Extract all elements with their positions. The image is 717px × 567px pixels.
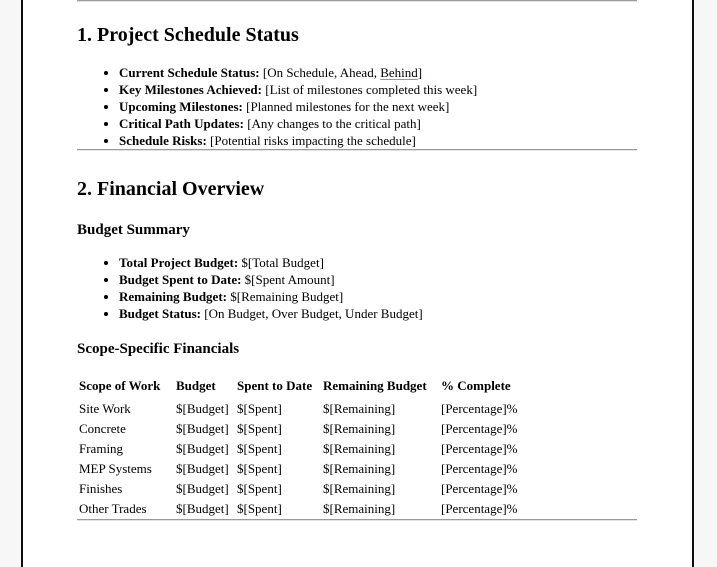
section-divider-middle xyxy=(77,149,637,151)
section-divider-top xyxy=(77,0,637,2)
list-item-value: [List of milestones completed this week] xyxy=(265,82,478,97)
financial-section-heading: 2. Financial Overview xyxy=(77,178,265,200)
list-item-key-milestones xyxy=(119,81,637,98)
list-item-label: Key Milestones Achieved: xyxy=(119,82,262,97)
table-cell-spent: $[Spent] xyxy=(237,501,282,516)
list-item-value: $[Remaining Budget] xyxy=(230,289,344,304)
table-cell-budget: $[Budget] xyxy=(176,441,229,456)
list-item-value: $[Spent Amount] xyxy=(244,272,335,287)
list-item-value-pre: [On Schedule, Ahead, xyxy=(262,65,381,80)
table-row-finishes xyxy=(79,479,551,499)
list-item-label: Remaining Budget: xyxy=(119,289,227,304)
scope-financials-heading: Scope-Specific Financials xyxy=(77,341,240,357)
list-item-value: [Planned milestones for the next week] xyxy=(246,99,450,114)
list-item-label: Critical Path Updates: xyxy=(119,116,244,131)
list-item-value-post: ] xyxy=(417,65,423,80)
table-cell-budget: $[Budget] xyxy=(176,421,229,436)
behind-underlined-text: Behind xyxy=(380,65,418,80)
table-cell-scope: Finishes xyxy=(79,481,123,496)
table-cell-percent: [Percentage]% xyxy=(441,401,518,416)
list-item-current-schedule-status xyxy=(119,64,637,81)
list-item-total-budget xyxy=(119,254,637,271)
table-cell-budget: $[Budget] xyxy=(176,461,229,476)
table-header-budget: Budget xyxy=(176,378,216,393)
list-item-remaining-budget xyxy=(119,288,637,305)
list-item-value: [Potential risks impacting the schedule] xyxy=(210,133,416,148)
table-cell-budget: $[Budget] xyxy=(176,481,229,496)
table-row-mep-systems xyxy=(79,459,551,479)
list-item-budget-status xyxy=(119,305,637,322)
table-row-concrete xyxy=(79,419,551,439)
list-item-value: [Any changes to the critical path] xyxy=(247,116,421,131)
table-cell-percent: [Percentage]% xyxy=(441,421,518,436)
table-cell-percent: [Percentage]% xyxy=(441,441,518,456)
document-content xyxy=(23,0,692,521)
table-header-row xyxy=(79,376,551,399)
table-cell-spent: $[Spent] xyxy=(237,421,282,436)
list-item-value: [On Budget, Over Budget, Under Budget] xyxy=(204,306,423,321)
list-item-label: Budget Spent to Date: xyxy=(119,272,242,287)
table-cell-scope: Concrete xyxy=(79,421,126,436)
table-cell-spent: $[Spent] xyxy=(237,461,282,476)
list-item-upcoming-milestones xyxy=(119,98,637,115)
list-item-schedule-risks xyxy=(119,132,637,149)
table-cell-scope: Framing xyxy=(79,441,124,456)
table-cell-remaining: $[Remaining] xyxy=(323,401,396,416)
table-header-spent-to-date: Spent to Date xyxy=(237,378,313,393)
table-header-remaining-budget: Remaining Budget xyxy=(323,378,427,393)
table-cell-spent: $[Spent] xyxy=(237,481,282,496)
table-cell-percent: [Percentage]% xyxy=(441,481,518,496)
table-cell-spent: $[Spent] xyxy=(237,441,282,456)
list-item-label: Budget Status: xyxy=(119,306,201,321)
table-cell-budget: $[Budget] xyxy=(176,501,229,516)
table-row-site-work xyxy=(79,399,551,419)
table-header-percent-complete: % Complete xyxy=(441,378,511,393)
table-row-other-trades xyxy=(79,499,551,519)
table-cell-remaining: $[Remaining] xyxy=(323,481,396,496)
table-header-scope-of-work: Scope of Work xyxy=(79,378,161,393)
table-cell-scope: Other Trades xyxy=(79,501,147,516)
document-page xyxy=(21,0,694,567)
list-item-value: $[Total Budget] xyxy=(241,255,324,270)
budget-summary-heading: Budget Summary xyxy=(77,222,190,238)
table-cell-scope: Site Work xyxy=(79,401,131,416)
table-cell-scope: MEP Systems xyxy=(79,461,152,476)
budget-summary-list xyxy=(77,254,637,322)
table-row-framing xyxy=(79,439,551,459)
table-cell-percent: [Percentage]% xyxy=(441,461,518,476)
table-cell-budget: $[Budget] xyxy=(176,401,229,416)
list-item-label: Total Project Budget: xyxy=(119,255,239,270)
schedule-status-list xyxy=(77,64,637,149)
table-cell-remaining: $[Remaining] xyxy=(323,441,396,456)
table-cell-remaining: $[Remaining] xyxy=(323,461,396,476)
table-cell-remaining: $[Remaining] xyxy=(323,501,396,516)
list-item-label: Schedule Risks: xyxy=(119,133,207,148)
table-cell-remaining: $[Remaining] xyxy=(323,421,396,436)
list-item-label: Upcoming Milestones: xyxy=(119,99,243,114)
table-cell-spent: $[Spent] xyxy=(237,401,282,416)
table-cell-percent: [Percentage]% xyxy=(441,501,518,516)
schedule-section-heading: 1. Project Schedule Status xyxy=(77,24,299,46)
list-item-critical-path xyxy=(119,115,637,132)
list-item-spent-to-date xyxy=(119,271,637,288)
section-divider-bottom xyxy=(77,519,637,521)
scope-financials-table xyxy=(79,376,551,519)
list-item-label: Current Schedule Status: xyxy=(119,65,260,80)
